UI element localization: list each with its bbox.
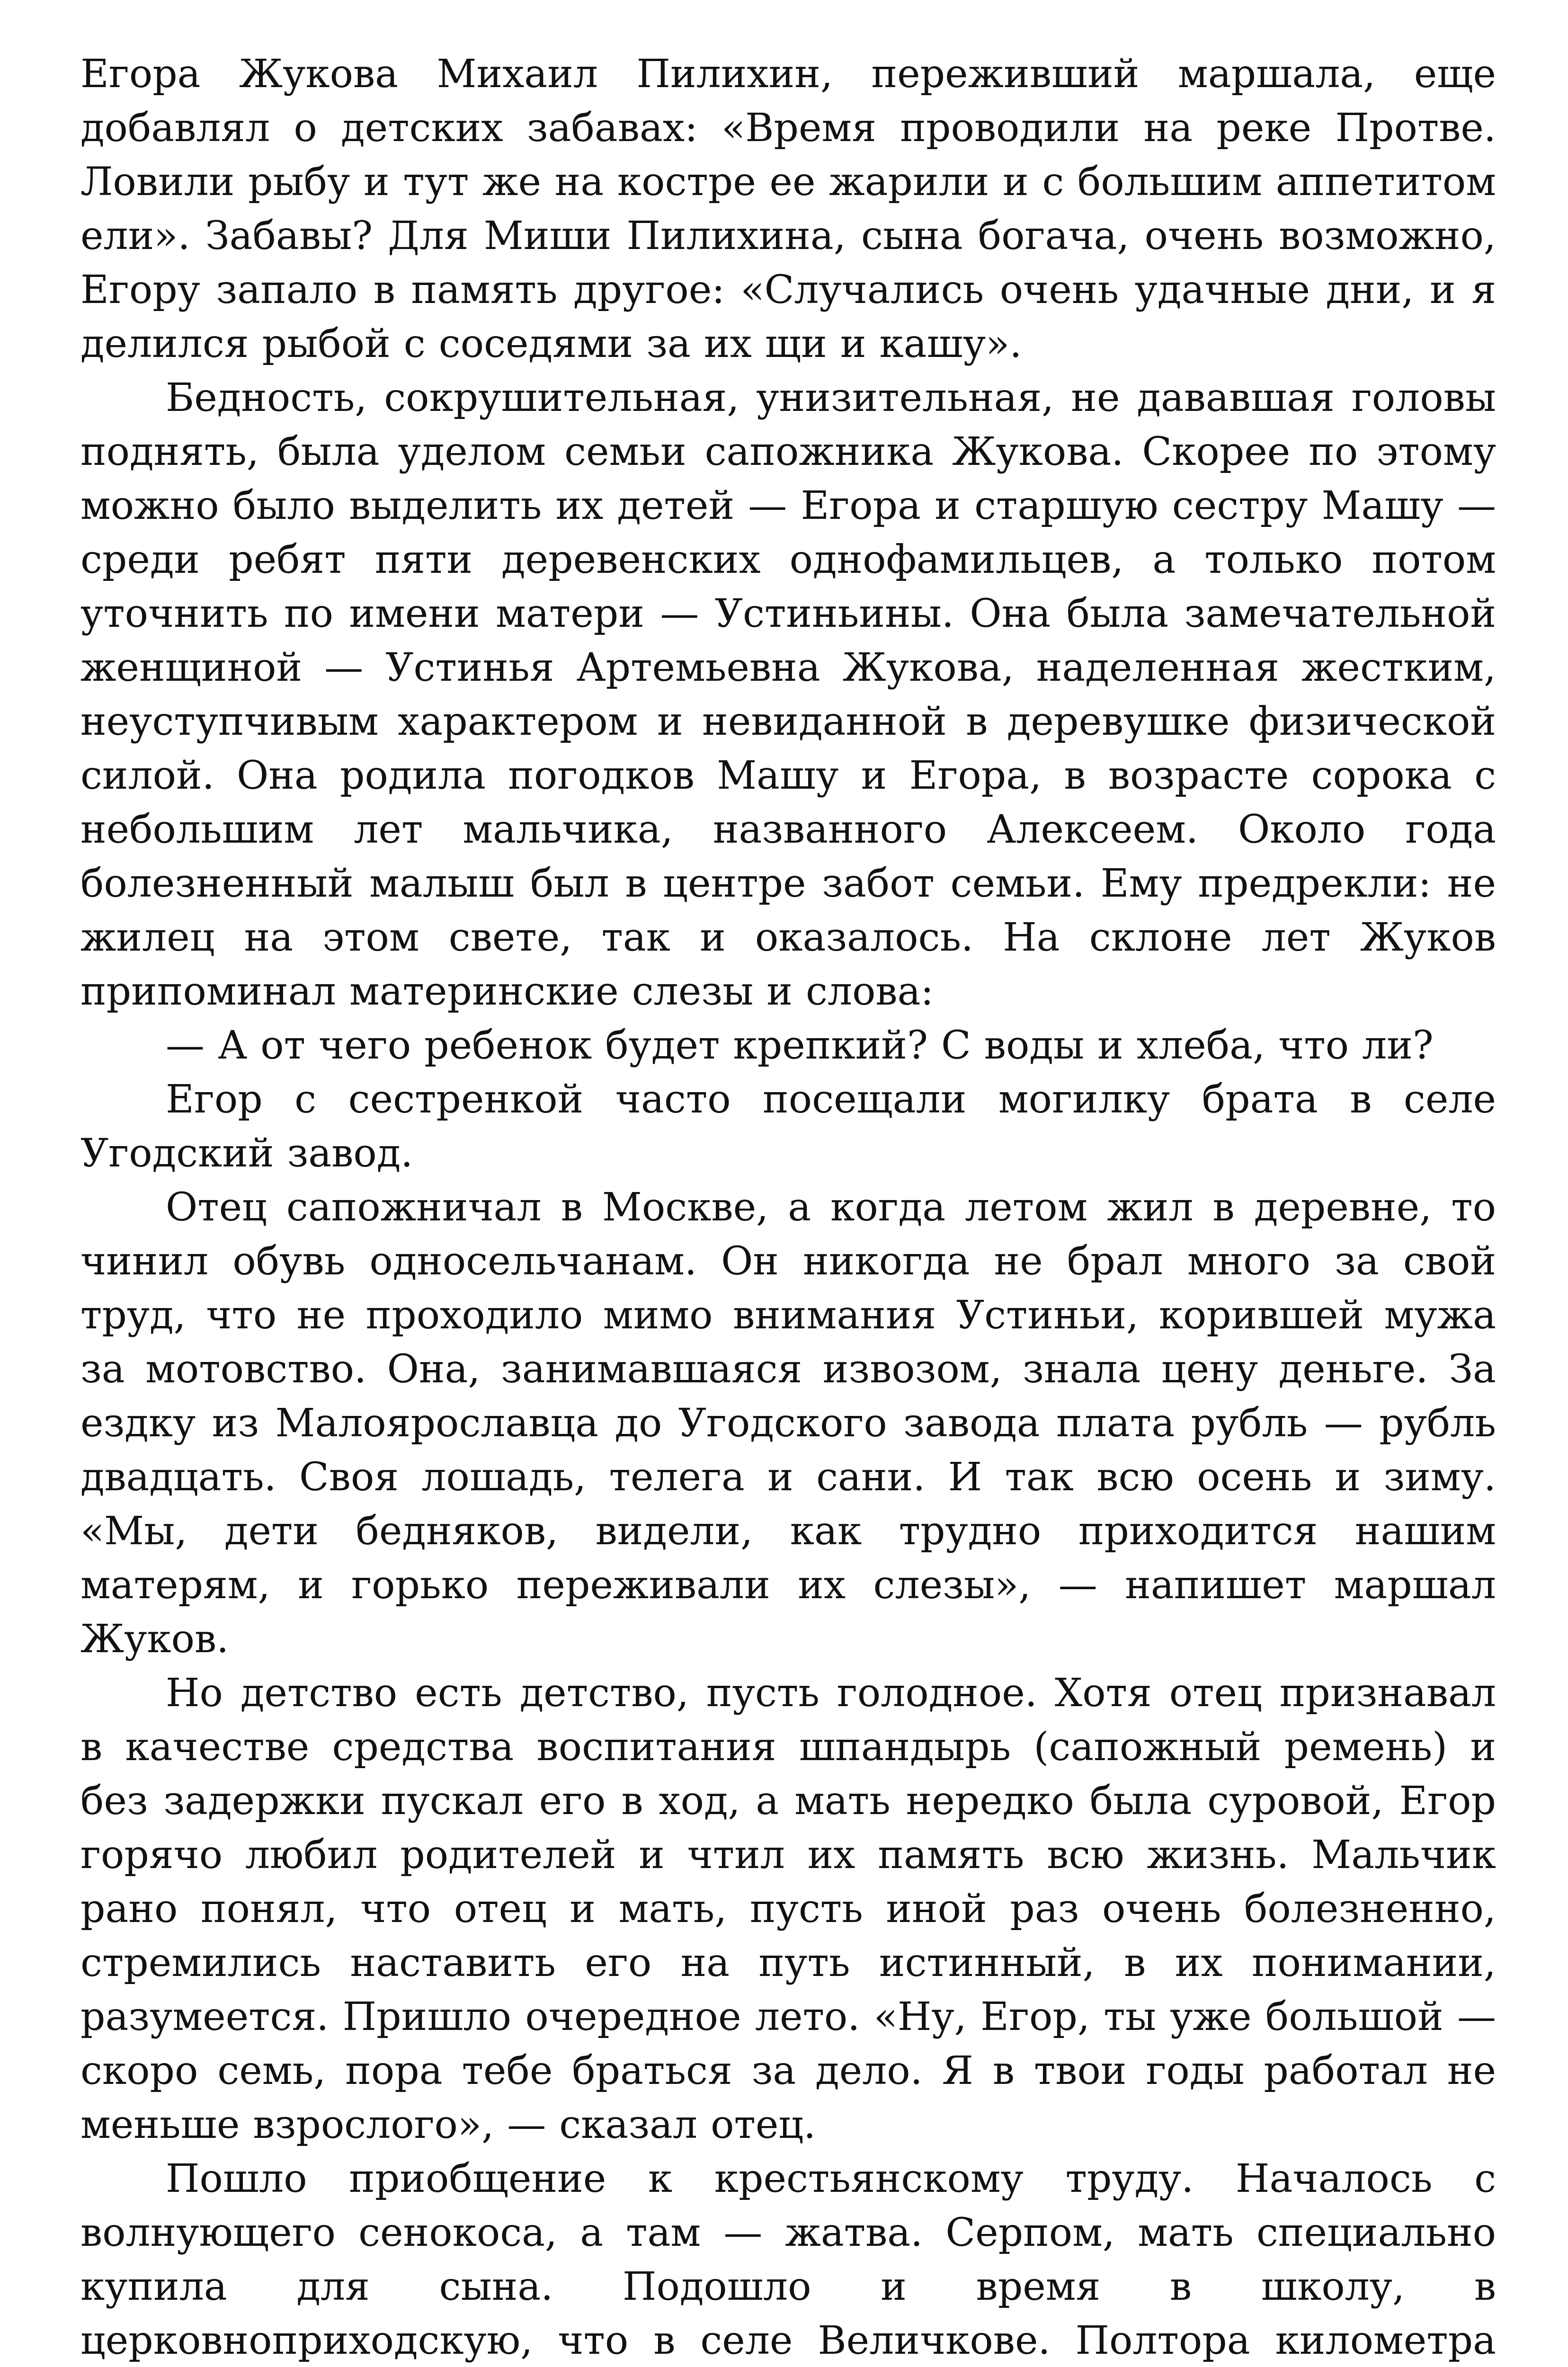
paragraph-4: Егор с сестренкой часто посещали могилку брата в селе Угодский завод. <box>80 1077 1496 1176</box>
page-body <box>80 47 1496 2367</box>
paragraph-5: Отец сапожничал в Москве, а когда летом жил в деревне, то чинил обувь односельчанам. Он никогда не брал много за свой труд, что не проходило мимо внимания Устиньи, корившей мужа за мотовство. Она, занимавшаяся извозом, знала цену деньге. За ездку из Малоярославца до Угодского завода плата рубль — рубль двадцать. Своя лошадь, телега и сани. И так всю осень и зиму. «Мы, дети бедняков, видели, как трудно приходится нашим матерям, и горько переживали их слезы», — напишет маршал Жуков. <box>80 1185 1496 1662</box>
paragraph-6: Но детство есть детство, пусть голодное. Хотя отец признавал в качестве средства воспитания шпандырь (сапожный ремень) и без задержки пускал его в ход, а мать нередко была суровой, Егор горячо любил родителей и чтил их память всю жизнь. Мальчик рано понял, что отец и мать, пусть иной раз очень болезненно, стремились наставить его на путь истинный, в их понимании, разумеется. Пришло очередное лето. «Ну, Егор, ты уже большой — скоро семь, пора тебе браться за дело. Я в твои годы работал не меньше взрослого», — сказал отец. <box>80 1671 1496 2147</box>
paragraph-2: Бедность, сокрушительная, унизительная, не дававшая головы поднять, была уделом семьи сапожника Жукова. Скорее по этому можно было выделить их детей — Егора и старшую сестру Машу — среди ребят пяти деревенских однофамильцев, а только потом уточнить по имени матери — Устиньины. Она была замечательной женщиной — Устинья Артемьевна Жукова, наделенная жестким, неуступчивым характером и невиданной в деревушке физической силой. Она родила погодков Машу и Егора, в возрасте сорока с небольшим лет мальчика, названного Алексеем. Около года болезненный малыш был в центре забот семьи. Ему предрекли: не жилец на этом свете, так и оказалось. На склоне лет Жуков припоминал материнские слезы и слова: <box>80 375 1496 1014</box>
paragraph-1: Егора Жукова Михаил Пилихин, переживший маршала, еще добавлял о детских забавах: «Время проводили на реке Протве. Ловили рыбу и тут же на костре ее жарили и с большим аппетитом ели». Забавы? Для Миши Пилихина, сына богача, очень возможно, Егору запало в память другое: «Случались очень удачные дни, и я делился рыбой с соседями за их щи и кашу». <box>80 52 1496 366</box>
paragraph-3: — А от чего ребенок будет крепкий? С воды и хлеба, что ли? <box>166 1023 1434 1068</box>
paragraph-7: Пошло приобщение к крестьянскому труду. Началось с волнующего сенокоса, а там — жатва. Серпом, мать специально купила для сына. Подошло и время в школу, в церковноприходскую, что в селе Величкове. Полтора километра <box>80 2156 1496 2363</box>
